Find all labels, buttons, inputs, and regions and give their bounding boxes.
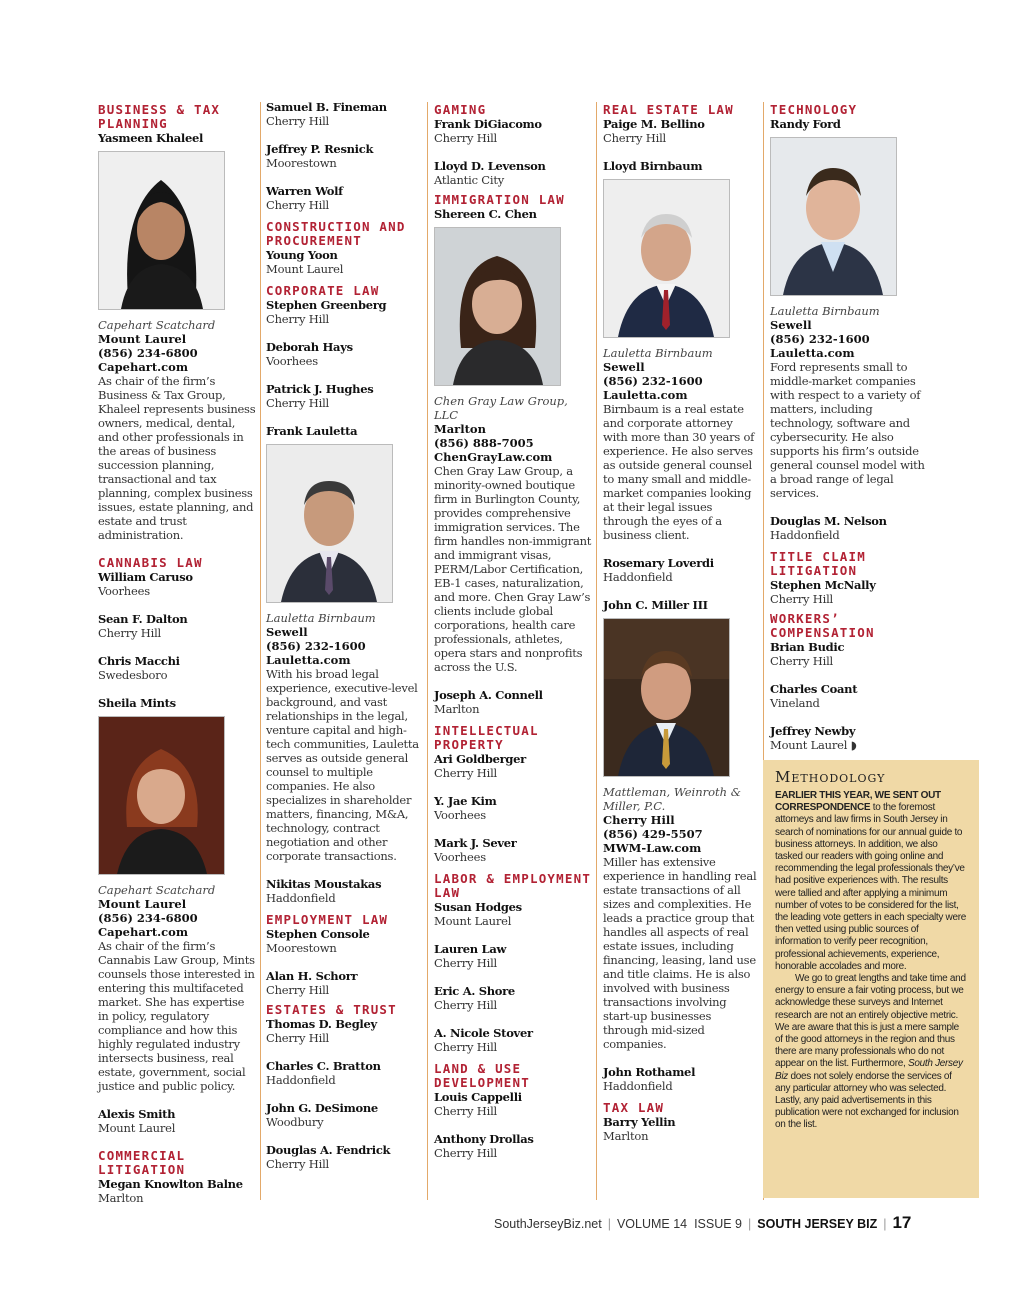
section-heading: CANNABIS LAW [98, 555, 203, 570]
attorney-city: Cherry Hill [266, 312, 330, 326]
attorney-city: Cherry Hill [770, 654, 834, 668]
attorney-city: Atlantic City [434, 173, 505, 187]
firm-city: Mount Laurel [98, 897, 187, 911]
firm-website: MWM-Law.com [603, 841, 702, 855]
column-2 [266, 100, 424, 1185]
firm-name: Capehart Scatchard [98, 318, 216, 332]
attorney-name: Young Yoon [266, 248, 338, 262]
section-heading: IMMIGRATION LAW [434, 192, 565, 207]
firm-city: Cherry Hill [603, 813, 675, 827]
attorney-name: Susan Hodges [434, 900, 522, 914]
attorney-city: Cherry Hill [434, 998, 498, 1012]
attorney-photo [266, 444, 393, 603]
attorney-name: Louis Cappelli [434, 1090, 522, 1104]
footer-magazine: SOUTH JERSEY BIZ [757, 1217, 878, 1231]
attorney-city: Marlton [603, 1129, 649, 1143]
attorney-name: Sheila Mints [98, 696, 176, 710]
attorney-name: Deborah Hays [266, 340, 353, 354]
attorney-city: Haddonfield [266, 1073, 336, 1087]
firm-phone: (856) 429-5507 [603, 827, 703, 841]
attorney-photo [98, 151, 225, 310]
attorney-name: Ari Goldberger [434, 752, 526, 766]
attorney-name: Warren Wolf [266, 184, 343, 198]
methodology-text: does not solely endorse the services of any particular attorney who was selected. Lastly, any paid advertisements in this publication were not exchanged for inclusion on the list. [775, 1070, 959, 1131]
firm-name: Lauletta Birnbaum [603, 346, 713, 360]
firm-phone: (856) 232-1600 [266, 639, 366, 653]
attorney-city: Cherry Hill [603, 131, 667, 145]
firm-website: ChenGrayLaw.com [434, 450, 553, 464]
attorney-name: Lauren Law [434, 942, 507, 956]
section-heading: COMMERCIAL LITIGATION [98, 1148, 186, 1177]
section-heading: BUSINESS & TAX PLANNING [98, 102, 221, 131]
firm-website: Lauletta.com [266, 653, 351, 667]
attorney-name: Samuel B. Fineman [266, 100, 387, 114]
footer-site: SouthJerseyBiz.net [494, 1217, 602, 1231]
attorney-name: Lloyd D. Levenson [434, 159, 546, 173]
attorney-city: Cherry Hill [266, 983, 330, 997]
attorney-name: Charles Coant [770, 682, 858, 696]
attorney-city: Voorhees [98, 584, 150, 598]
attorney-city: Swedesboro [98, 668, 168, 682]
attorney-name: Chris Macchi [98, 654, 180, 668]
attorney-photo [603, 618, 730, 777]
attorney-name: Y. Jae Kim [434, 794, 497, 808]
footer-issue: VOLUME 14 ISSUE 9 [616, 1217, 743, 1231]
attorney-city: Marlton [434, 702, 480, 716]
attorney-name: Frank DiGiacomo [434, 117, 542, 131]
attorney-name: Shereen C. Chen [434, 207, 537, 221]
attorney-city [770, 738, 928, 752]
section-heading: ESTATES & TRUST [266, 1002, 397, 1017]
section-heading: GAMING [434, 102, 487, 117]
attorney-name: Thomas D. Begley [266, 1017, 377, 1031]
attorney-name: Mark J. Sever [434, 836, 517, 850]
attorney-description: As chair of the firm’s Cannabis Law Group, Mints counsels those interested in entering this multifaceted market. She has expertise in policy, regulatory compliance and how this highly regulated industry intersects business, real estate, government, social justice and public policy. [98, 939, 255, 1093]
attorney-name: Alan H. Schorr [266, 969, 358, 983]
attorney-name: Patrick J. Hughes [266, 382, 374, 396]
firm-city: Sewell [770, 318, 812, 332]
methodology-paragraph-1 [775, 790, 967, 973]
attorney-city: Moorestown [266, 156, 337, 170]
attorney-name: Anthony Drollas [434, 1132, 534, 1146]
methodology-text: We go to great lengths and take time and energy to ensure a fair voting process, but we acknowledge these surveys and Internet research are not an entirely objective metric. We are aware that this is just a mere sample of the good attorneys in the region and thus there are many professionals who do not appear on the list. Furthermore, [775, 973, 966, 1070]
section-heading: LAND & USE DEVELOPMENT [434, 1061, 530, 1090]
attorney-name: Eric A. Shore [434, 984, 515, 998]
section-heading: TAX LAW [603, 1100, 665, 1115]
column-5 [770, 103, 928, 752]
attorney-city-text: Mount Laurel [770, 738, 848, 752]
firm-phone: (856) 232-1600 [770, 332, 870, 346]
footer-separator: | [748, 1217, 752, 1231]
section-heading: CORPORATE LAW [266, 283, 380, 298]
section-heading: TECHNOLOGY [770, 102, 858, 117]
section-heading: CONSTRUCTION AND PROCUREMENT [266, 219, 406, 248]
firm-city: Sewell [266, 625, 308, 639]
attorney-name: Randy Ford [770, 117, 841, 131]
attorney-city: Cherry Hill [434, 766, 498, 780]
firm-name: Lauletta Birnbaum [770, 304, 880, 318]
attorney-name: John C. Miller III [603, 598, 708, 612]
attorney-name: Barry Yellin [603, 1115, 676, 1129]
attorney-name: Rosemary Loverdi [603, 556, 714, 570]
attorney-name: Alexis Smith [98, 1107, 176, 1121]
attorney-city: Cherry Hill [434, 956, 498, 970]
attorney-photo [98, 716, 225, 875]
attorney-city: Cherry Hill [266, 1157, 330, 1171]
attorney-city: Voorhees [434, 808, 486, 822]
firm-website: Capehart.com [98, 925, 188, 939]
firm-city: Sewell [603, 360, 645, 374]
attorney-city: Haddonfield [770, 528, 840, 542]
attorney-name: Brian Budic [770, 640, 845, 654]
attorney-city: Cherry Hill [266, 396, 330, 410]
attorney-name: Frank Lauletta [266, 424, 358, 438]
attorney-city: Cherry Hill [266, 198, 330, 212]
attorney-description: Chen Gray Law Group, a minority-owned boutique firm in Burlington County, provides comprehensive immigration services. The firm handles non-immigrant and immigrant visas, PERM/Labor Certification, EB-1 cases, naturalization, and more. Chen Gray Law’s clients include global corporations, health care professionals, athletes, opera stars and nonprofits across the U.S. [434, 464, 592, 674]
attorney-name: Jeffrey P. Resnick [266, 142, 374, 156]
attorney-name: Yasmeen Khaleel [98, 131, 204, 145]
attorney-description: Birnbaum is a real estate and corporate attorney with more than 30 years of experience. He also serves as outside general counsel to many small and middle-market companies looking at their legal issues through the eyes of a business client. [603, 402, 755, 542]
attorney-name: John Rothamel [603, 1065, 696, 1079]
attorney-city: Voorhees [266, 354, 318, 368]
attorney-name: Lloyd Birnbaum [603, 159, 703, 173]
attorney-name: Megan Knowlton Balne [98, 1177, 243, 1191]
attorney-city: Cherry Hill [434, 1146, 498, 1160]
page-footer [494, 1213, 911, 1233]
attorney-name: Stephen Greenberg [266, 298, 387, 312]
attorney-description: Miller has extensive experience in handling real estate transactions of all sizes and complexities. He leads a practice group that handles all aspects of real estate issues, including financing, leasing, land use and title claims. He is also involved with business transactions involving start-up businesses through mid-sized companies. [603, 855, 757, 1051]
column-1 [98, 103, 256, 1205]
attorney-city: Woodbury [266, 1115, 324, 1129]
attorney-name: Joseph A. Connell [434, 688, 543, 702]
attorney-city: Cherry Hill [98, 626, 162, 640]
attorney-name: John G. DeSimone [266, 1101, 378, 1115]
firm-phone: (856) 234-6800 [98, 911, 198, 925]
firm-city: Mount Laurel [98, 332, 187, 346]
firm-website: Lauletta.com [603, 388, 688, 402]
attorney-name: Paige M. Bellino [603, 117, 705, 131]
firm-phone: (856) 888-7005 [434, 436, 534, 450]
attorney-city: Marlton [98, 1191, 144, 1205]
attorney-city: Haddonfield [266, 891, 336, 905]
attorney-description: With his broad legal experience, executive-level background, and vast relationships in the legal, venture capital and high-tech communities, Lauletta serves as outside general counsel to multiple companies. He also specializes in shareholder matters, financing, M&A, technology, contract negotiation and other corporate transactions. [266, 667, 419, 863]
attorney-city: Vineland [770, 696, 820, 710]
section-heading: INTELLECTUAL PROPERTY [434, 723, 539, 752]
magazine-name: South Jersey Biz [775, 1058, 963, 1082]
attorney-city: Mount Laurel [266, 262, 344, 276]
attorney-name: Stephen McNally [770, 578, 876, 592]
attorney-name: Stephen Console [266, 927, 370, 941]
footer-separator: | [883, 1217, 887, 1231]
firm-website: Capehart.com [98, 360, 188, 374]
attorney-city: Mount Laurel [434, 914, 512, 928]
attorney-name: Sean F. Dalton [98, 612, 188, 626]
attorney-description: Ford represents small to middle-market companies with respect to a variety of matters, including technology, software and cybersecurity. He also supports his firm’s outside general counsel model with a broad range of legal services. [770, 360, 925, 500]
attorney-city: Mount Laurel [98, 1121, 176, 1135]
column-rule [260, 102, 261, 1200]
attorney-city: Voorhees [434, 850, 486, 864]
section-heading: LABOR & EMPLOYMENT LAW [434, 871, 592, 900]
attorney-name: William Caruso [98, 570, 193, 584]
attorney-city: Cherry Hill [770, 592, 834, 606]
firm-name: Mattleman, Weinroth & Miller, P.C. [603, 785, 741, 813]
methodology-text: to the foremost attorneys and law firms in South Jersey in search of nominations for our annual guide to business attorneys. In addition, we also tasked our readers with going online and recommending the legal professionals they’ve had positive experiences with. The results were tallied and after applying a minimum number of votes to be considered for the list, the leading vote getters in each specialty were then vetted using public sources of information to verify peer recognition, professional achievements, experience, honorable accolades and more. [775, 802, 967, 972]
attorney-city: Cherry Hill [434, 131, 498, 145]
attorney-description: As chair of the firm’s Business & Tax Group, Khaleel represents business owners, medical, dental, and other professionals in the areas of business succession planning, transactional and tax planning, complex business issues, estate planning, and estate and trust administration. [98, 374, 256, 542]
column-rule [596, 102, 597, 1200]
firm-name: Capehart Scatchard [98, 883, 216, 897]
footer-separator: | [607, 1217, 611, 1231]
firm-phone: (856) 234-6800 [98, 346, 198, 360]
attorney-city: Cherry Hill [434, 1040, 498, 1054]
column-rule [427, 102, 428, 1200]
firm-phone: (856) 232-1600 [603, 374, 703, 388]
attorney-city: Haddonfield [603, 1079, 673, 1093]
attorney-city: Cherry Hill [266, 114, 330, 128]
attorney-city: Cherry Hill [434, 1104, 498, 1118]
attorney-photo [770, 137, 897, 296]
attorney-city: Moorestown [266, 941, 337, 955]
attorney-name: Charles C. Bratton [266, 1059, 381, 1073]
attorney-city: Haddonfield [603, 570, 673, 584]
attorney-name: A. Nicole Stover [434, 1026, 533, 1040]
section-heading: TITLE CLAIM LITIGATION [770, 549, 866, 578]
methodology-title: Methodology [775, 768, 886, 786]
section-heading: EMPLOYMENT LAW [266, 912, 389, 927]
column-3 [434, 103, 592, 1174]
attorney-photo [603, 179, 730, 338]
methodology-lead: EARLIER THIS YEAR, WE SENT OUT CORRESPONDENCE [775, 790, 941, 814]
column-4 [603, 103, 758, 1143]
attorney-name: Nikitas Moustakas [266, 877, 382, 891]
attorney-name: Douglas A. Fendrick [266, 1143, 391, 1157]
firm-website: Lauletta.com [770, 346, 855, 360]
firm-city: Marlton [434, 422, 486, 436]
attorney-photo [434, 227, 561, 386]
attorney-name: Jeffrey Newby [770, 724, 856, 738]
methodology-box [763, 760, 979, 1198]
firm-name: Chen Gray Law Group, LLC [434, 394, 568, 422]
attorney-name: Douglas M. Nelson [770, 514, 887, 528]
attorney-city: Cherry Hill [266, 1031, 330, 1045]
section-heading: REAL ESTATE LAW [603, 102, 734, 117]
section-heading: WORKERS’ COMPENSATION [770, 611, 875, 640]
end-mark-icon: ◗ [850, 738, 857, 752]
page-number: 17 [892, 1213, 912, 1232]
firm-name: Lauletta Birnbaum [266, 611, 376, 625]
methodology-paragraph-2 [775, 973, 967, 1132]
